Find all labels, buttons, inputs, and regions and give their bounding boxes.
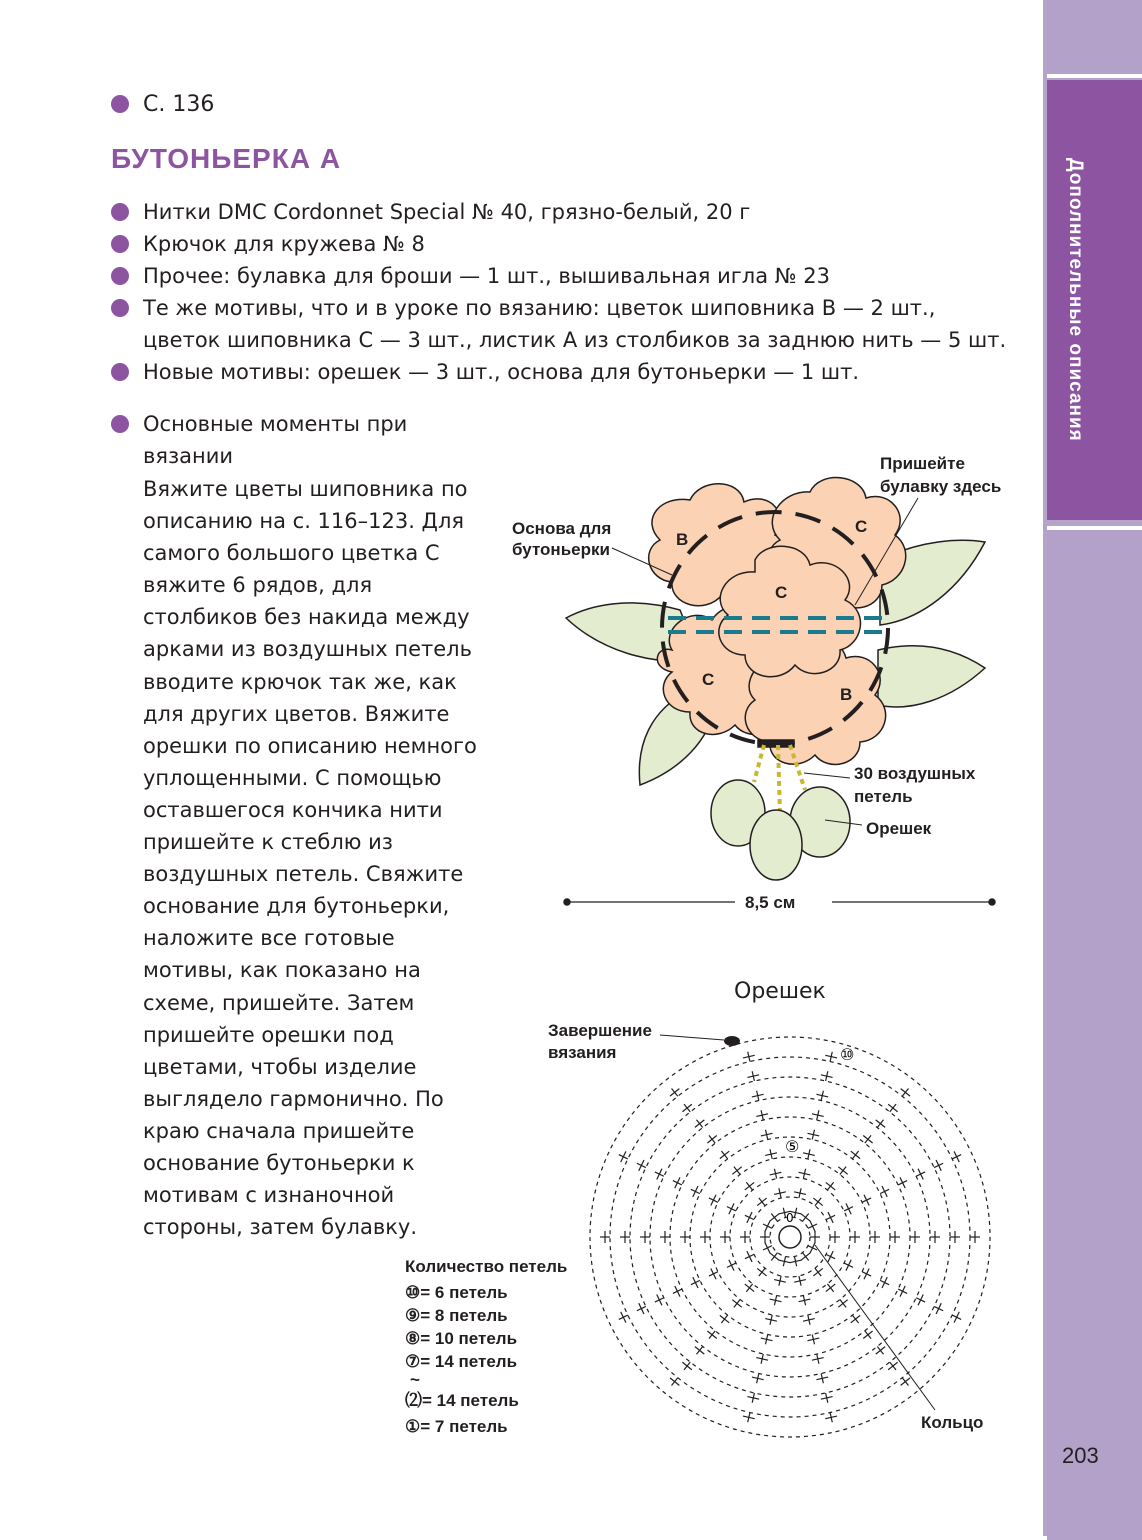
stitch-mark	[745, 1215, 754, 1219]
label-base: Основа для	[512, 519, 612, 538]
stitch-mark	[759, 1268, 765, 1276]
legend-item: ⑩= 6 петель	[405, 1283, 508, 1302]
stitch-mark	[880, 1189, 889, 1193]
stitch-mark	[709, 1198, 718, 1202]
legend-item: ⑧= 10 петель	[405, 1329, 518, 1348]
stitch-mark	[952, 1155, 961, 1159]
list-item: Новые мотивы: орешек — 3 шт., основа для бутоньерки — 1 шт.	[111, 356, 1011, 388]
stitch-mark	[952, 1315, 961, 1319]
stitch-mark	[655, 1172, 664, 1176]
flower-label: B	[676, 530, 689, 549]
stitch-mark	[840, 1300, 846, 1308]
stitch-mark	[890, 1362, 896, 1370]
legend-item: ⑨= 8 петель	[405, 1306, 508, 1325]
stitch-mark	[637, 1306, 646, 1310]
stitch-legend	[405, 1257, 567, 1436]
flower-label: B	[840, 685, 853, 704]
legend-title: Количество петель	[405, 1257, 568, 1276]
list-item: Нитки DMC Cordonnet Special № 40, грязно-белый, 20 г	[111, 196, 1011, 228]
stitch-mark	[827, 1182, 833, 1190]
stitch-mark	[691, 1189, 700, 1193]
label-base: бутоньерки	[512, 540, 610, 559]
width-label: 8,5 см	[745, 893, 796, 912]
stitch-mark	[877, 1346, 883, 1354]
stitch-mark	[734, 1167, 740, 1175]
stitch-mark	[691, 1280, 700, 1284]
stitch-mark	[771, 1253, 777, 1261]
stitch-mark	[709, 1272, 718, 1276]
stitch-mark	[844, 1207, 853, 1211]
stitch-mark	[865, 1135, 871, 1143]
stitch-mark	[619, 1315, 628, 1319]
list-item: Крючок для кружева № 8	[111, 228, 1011, 260]
stitch-mark	[746, 1284, 752, 1292]
stitch-mark	[877, 1120, 883, 1128]
label-pin: Пришейте	[880, 454, 965, 473]
start-label: 0	[786, 1211, 794, 1225]
finish-label: вязания	[548, 1043, 617, 1062]
stitch-mark	[898, 1181, 907, 1185]
stitch-mark	[902, 1378, 908, 1386]
section-tab-label: Дополнительные описания	[1065, 158, 1086, 442]
start-ring	[779, 1226, 801, 1248]
stitch-mark	[916, 1298, 925, 1302]
stitch-mark	[727, 1263, 736, 1267]
stitch-mark	[696, 1346, 702, 1354]
flower-label: C	[775, 583, 788, 602]
stitch-mark	[852, 1151, 858, 1159]
label-pin: булавку здесь	[880, 477, 1002, 496]
finish-label: Завершение	[548, 1021, 652, 1040]
stitch-mark	[673, 1289, 682, 1293]
stitch-mark	[637, 1163, 646, 1167]
stitch-mark	[890, 1104, 896, 1112]
legend-item: ①= 7 петель	[405, 1417, 508, 1436]
finish-mark	[724, 1036, 740, 1046]
list-item: Те же мотивы, что и в уроке по вязанию: цветок шиповника В — 2 шт., цветок шиповника С — 3 шт., листик А из столбиков за заднюю нить — 5 шт.	[111, 292, 1011, 356]
stitch-mark	[696, 1120, 702, 1128]
stitch-mark	[734, 1300, 740, 1308]
label-chain: 30 воздушных	[854, 764, 976, 783]
list-item: Прочее: булавка для броши — 1 шт., вышивальная игла № 23	[111, 260, 1011, 292]
stitch-mark	[709, 1331, 715, 1339]
stitch-mark	[672, 1088, 678, 1096]
page-title: БУТОНЬЕРКА А	[111, 143, 342, 174]
notes-heading: Основные моменты при вязании	[111, 408, 483, 472]
stitch-mark	[865, 1331, 871, 1339]
stitch-mark	[746, 1182, 752, 1190]
stitch-mark	[934, 1163, 943, 1167]
stitch-mark	[862, 1198, 871, 1202]
stitch-mark	[759, 1198, 765, 1206]
stitch-mark	[763, 1246, 772, 1250]
stitch-mark	[862, 1272, 871, 1276]
stitch-mark	[934, 1306, 943, 1310]
stitch-mark	[709, 1135, 715, 1143]
ring-label: Кольцо	[921, 1413, 984, 1432]
nut-shape	[750, 810, 802, 880]
stitch-mark	[880, 1280, 889, 1284]
label-chain: петель	[854, 787, 913, 806]
stitch-mark	[684, 1362, 690, 1370]
stitch-mark	[721, 1315, 727, 1323]
label-nut: Орешек	[866, 819, 932, 838]
stitch-mark	[721, 1151, 727, 1159]
crochet-chart	[548, 979, 990, 1437]
stitch-mark	[655, 1298, 664, 1302]
stitch-mark	[916, 1172, 925, 1176]
legend-separator: ~	[410, 1370, 420, 1389]
stitch-mark	[840, 1167, 846, 1175]
chart-title: Орешек	[734, 979, 826, 1004]
stitch-mark	[619, 1155, 628, 1159]
legend-item: ⑦= 14 петель	[405, 1352, 518, 1371]
stitch-mark	[815, 1268, 821, 1276]
stitch-mark	[763, 1224, 772, 1228]
row-10-label: ⑩	[840, 1045, 855, 1064]
stitch-mark	[745, 1254, 754, 1258]
flower-label: C	[702, 670, 715, 689]
stitch-mark	[684, 1104, 690, 1112]
page-reference: С. 136	[111, 92, 214, 117]
stitch-mark	[898, 1289, 907, 1293]
legend-item: ⑵= 14 петель	[405, 1391, 519, 1410]
stitch-mark	[826, 1254, 835, 1258]
leaf-shape	[878, 646, 985, 707]
page-number: 203	[1062, 1443, 1099, 1468]
boutonniere-diagram	[564, 478, 995, 905]
stitch-mark	[844, 1263, 853, 1267]
stitch-mark	[827, 1284, 833, 1292]
stitch-mark	[673, 1181, 682, 1185]
stitch-mark	[802, 1214, 808, 1222]
stitch-mark	[808, 1224, 817, 1228]
stitch-mark	[826, 1215, 835, 1219]
notes-text: Вяжите цветы шиповника по описанию на с. 116–123. Для самого большого цветка С вяжите 6 рядов, для столбиков без накида между арками из воздушных петель вводите крючок так же, как для других цветов. Вяжите орешки по описанию немного уплощенными. С помощью оставшегося кончика нити пришейте к стеблю из воздушных петель. Свяжите основание для бутоньерки, наложите все готовые мотивы, как показано на схеме, пришейте. Затем пришейте орешки под цветами, чтобы изделие выглядело гармонично. По краю сначала пришейте основание бутоньерки к мотивам с изнаночной стороны, затем булавку.	[143, 477, 477, 1240]
stitch-mark	[802, 1253, 808, 1261]
row-5-label: ⑤	[785, 1137, 800, 1156]
stitch-mark	[672, 1378, 678, 1386]
stitch-mark	[727, 1207, 736, 1211]
stitch-mark	[852, 1315, 858, 1323]
stitch-mark	[902, 1088, 908, 1096]
flower-label: C	[855, 517, 868, 536]
stitch-mark	[771, 1214, 777, 1222]
stitch-mark	[815, 1198, 821, 1206]
